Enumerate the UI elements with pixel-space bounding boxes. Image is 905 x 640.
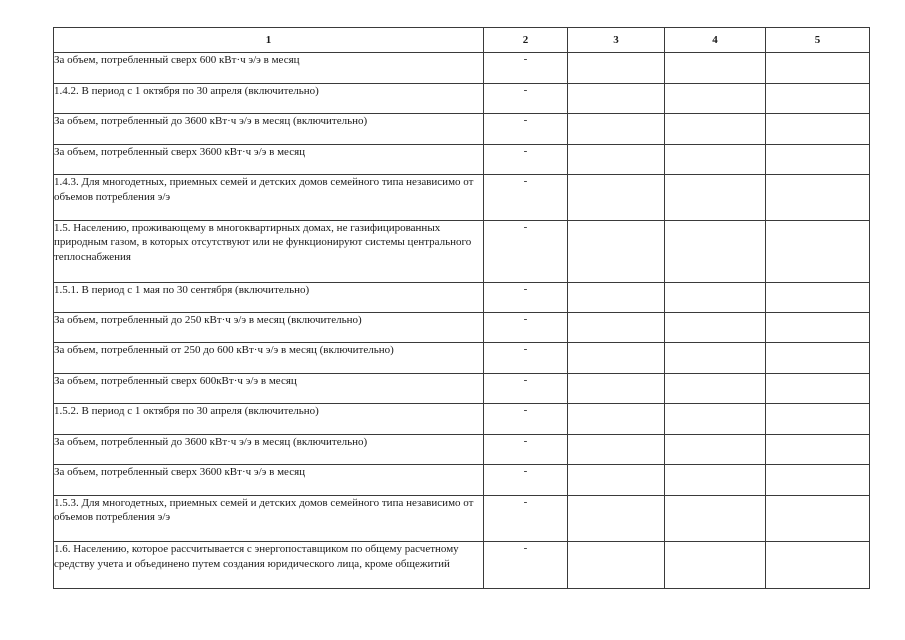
- header-col-4: 4: [665, 28, 766, 53]
- row-value-col-2: -: [484, 495, 568, 542]
- row-value-col-2: -: [484, 282, 568, 312]
- row-cell-col-4: [665, 175, 766, 221]
- row-cell-col-4: [665, 83, 766, 113]
- row-cell-col-5: [766, 53, 870, 83]
- row-cell-col-3: [568, 343, 665, 373]
- row-cell-col-5: [766, 404, 870, 434]
- row-value-col-2: -: [484, 144, 568, 174]
- header-col-3: 3: [568, 28, 665, 53]
- row-cell-col-5: [766, 373, 870, 403]
- row-description: За объем, потребленный сверх 3600 кВт·ч э/э в месяц: [54, 144, 484, 174]
- row-value-col-2: -: [484, 465, 568, 495]
- table-row: [54, 282, 870, 312]
- row-cell-col-3: [568, 495, 665, 542]
- row-cell-col-4: [665, 343, 766, 373]
- row-description: 1.5.2. В период с 1 октября по 30 апреля (включительно): [54, 404, 484, 434]
- row-description: 1.4.2. В период с 1 октября по 30 апреля (включительно): [54, 83, 484, 113]
- row-cell-col-5: [766, 175, 870, 221]
- row-cell-col-5: [766, 114, 870, 144]
- row-description: 1.4.3. Для многодетных, приемных семей и детских домов семейного типа независимо от объемов потребления э/э: [54, 175, 484, 221]
- document-page: [53, 27, 869, 589]
- row-cell-col-4: [665, 495, 766, 542]
- row-cell-col-4: [665, 373, 766, 403]
- row-cell-col-3: [568, 282, 665, 312]
- row-cell-col-3: [568, 465, 665, 495]
- row-cell-col-4: [665, 465, 766, 495]
- table-row: [54, 404, 870, 434]
- row-value-col-2: -: [484, 404, 568, 434]
- table-row: [54, 495, 870, 542]
- row-description: За объем, потребленный до 3600 кВт·ч э/э в месяц (включительно): [54, 114, 484, 144]
- row-cell-col-5: [766, 465, 870, 495]
- row-cell-col-3: [568, 83, 665, 113]
- row-cell-col-5: [766, 434, 870, 464]
- row-cell-col-4: [665, 404, 766, 434]
- header-col-2: 2: [484, 28, 568, 53]
- table-row: [54, 343, 870, 373]
- row-description: За объем, потребленный сверх 600 кВт·ч э/э в месяц: [54, 53, 484, 83]
- row-cell-col-4: [665, 53, 766, 83]
- row-value-col-2: -: [484, 312, 568, 342]
- row-cell-col-5: [766, 220, 870, 282]
- row-cell-col-4: [665, 144, 766, 174]
- table-row: [54, 434, 870, 464]
- row-description: 1.6. Населению, которое рассчитывается с энергопоставщиком по общему расчетному средству учета и объединено путем создания юридического лица, кроме общежитий: [54, 542, 484, 589]
- row-cell-col-3: [568, 373, 665, 403]
- table-row: [54, 114, 870, 144]
- row-description: За объем, потребленный до 250 кВт·ч э/э в месяц (включительно): [54, 312, 484, 342]
- row-cell-col-3: [568, 175, 665, 221]
- row-description: За объем, потребленный до 3600 кВт·ч э/э в месяц (включительно): [54, 434, 484, 464]
- row-value-col-2: -: [484, 434, 568, 464]
- row-cell-col-3: [568, 53, 665, 83]
- row-cell-col-5: [766, 343, 870, 373]
- row-cell-col-5: [766, 83, 870, 113]
- row-value-col-2: -: [484, 343, 568, 373]
- row-cell-col-5: [766, 542, 870, 589]
- table-header-row: [54, 28, 870, 53]
- row-cell-col-3: [568, 114, 665, 144]
- row-cell-col-4: [665, 312, 766, 342]
- table-row: [54, 220, 870, 282]
- row-cell-col-3: [568, 404, 665, 434]
- tariff-table: [53, 27, 870, 589]
- table-row: [54, 144, 870, 174]
- table-row: [54, 312, 870, 342]
- row-cell-col-3: [568, 542, 665, 589]
- table-row: [54, 53, 870, 83]
- header-col-5: 5: [766, 28, 870, 53]
- row-value-col-2: -: [484, 373, 568, 403]
- row-cell-col-4: [665, 220, 766, 282]
- row-cell-col-4: [665, 282, 766, 312]
- row-description: За объем, потребленный сверх 3600 кВт·ч э/э в месяц: [54, 465, 484, 495]
- row-description: 1.5.3. Для многодетных, приемных семей и детских домов семейного типа независимо от объемов потребления э/э: [54, 495, 484, 542]
- row-value-col-2: -: [484, 220, 568, 282]
- row-cell-col-3: [568, 312, 665, 342]
- row-description: За объем, потребленный сверх 600кВт·ч э/э в месяц: [54, 373, 484, 403]
- header-col-1: 1: [54, 28, 484, 53]
- row-value-col-2: -: [484, 83, 568, 113]
- table-row: [54, 83, 870, 113]
- table-row: [54, 373, 870, 403]
- row-cell-col-5: [766, 495, 870, 542]
- row-value-col-2: -: [484, 53, 568, 83]
- table-row: [54, 542, 870, 589]
- row-cell-col-3: [568, 434, 665, 464]
- row-cell-col-5: [766, 144, 870, 174]
- row-cell-col-4: [665, 434, 766, 464]
- table-row: [54, 175, 870, 221]
- row-cell-col-4: [665, 542, 766, 589]
- table-row: [54, 465, 870, 495]
- row-description: 1.5.1. В период с 1 мая по 30 сентября (включительно): [54, 282, 484, 312]
- row-value-col-2: -: [484, 542, 568, 589]
- row-value-col-2: -: [484, 114, 568, 144]
- row-description: За объем, потребленный от 250 до 600 кВт·ч э/э в месяц (включительно): [54, 343, 484, 373]
- row-cell-col-3: [568, 220, 665, 282]
- row-description: 1.5. Населению, проживающему в многоквартирных домах, не газифицированных природным газом, в которых отсутствуют или не функционируют системы центрального теплоснабжения: [54, 220, 484, 282]
- row-cell-col-3: [568, 144, 665, 174]
- row-cell-col-5: [766, 312, 870, 342]
- row-cell-col-5: [766, 282, 870, 312]
- row-value-col-2: -: [484, 175, 568, 221]
- row-cell-col-4: [665, 114, 766, 144]
